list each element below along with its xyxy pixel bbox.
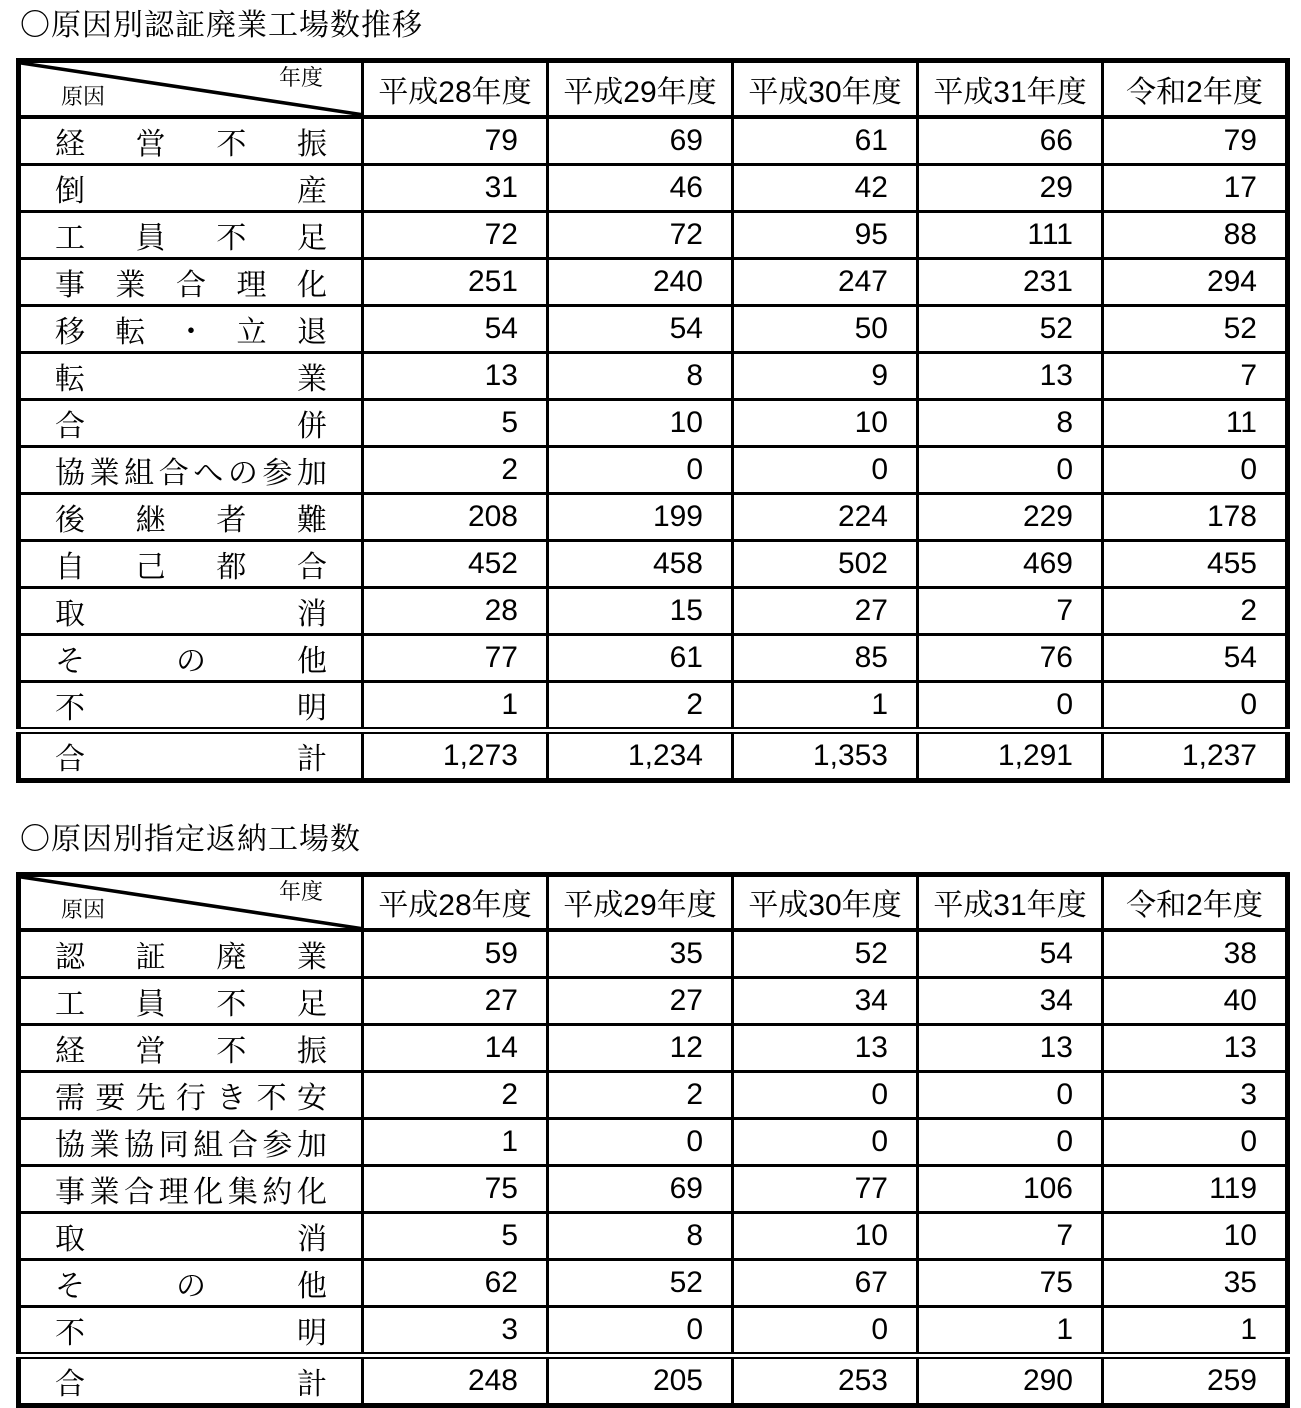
row-value: 452 bbox=[363, 540, 548, 587]
table-row bbox=[19, 1072, 1288, 1119]
table-row bbox=[19, 211, 1288, 258]
table-row bbox=[19, 399, 1288, 446]
corner-year-label: 年度 bbox=[279, 881, 323, 903]
table2-year-header: 平成29年度 bbox=[548, 874, 733, 930]
total-value: 1,237 bbox=[1103, 730, 1288, 780]
table2-year-header: 平成28年度 bbox=[363, 874, 548, 930]
row-cause-label: 移転・立退 bbox=[19, 305, 363, 352]
total-value: 1,234 bbox=[548, 730, 733, 780]
row-value: 0 bbox=[548, 446, 733, 493]
corner-cause-label: 原因 bbox=[61, 86, 105, 108]
table-row bbox=[19, 493, 1288, 540]
row-value: 0 bbox=[1103, 681, 1288, 730]
total-value: 290 bbox=[918, 1356, 1103, 1406]
row-value: 0 bbox=[733, 1307, 918, 1356]
row-value: 106 bbox=[918, 1166, 1103, 1213]
row-value: 8 bbox=[918, 399, 1103, 446]
row-cause-label: 不明 bbox=[19, 1307, 363, 1356]
row-value: 2 bbox=[1103, 587, 1288, 634]
row-value: 13 bbox=[733, 1025, 918, 1072]
row-value: 3 bbox=[363, 1307, 548, 1356]
total-value: 1,291 bbox=[918, 730, 1103, 780]
row-value: 231 bbox=[918, 258, 1103, 305]
row-value: 59 bbox=[363, 930, 548, 978]
row-cause-label: 後継者難 bbox=[19, 493, 363, 540]
total-value: 259 bbox=[1103, 1356, 1288, 1406]
table2-header-row bbox=[19, 874, 1288, 930]
table-row bbox=[19, 681, 1288, 730]
table-row bbox=[19, 352, 1288, 399]
row-value: 199 bbox=[548, 493, 733, 540]
row-value: 85 bbox=[733, 634, 918, 681]
table-row bbox=[19, 978, 1288, 1025]
table1-header bbox=[19, 61, 1288, 117]
row-value: 69 bbox=[548, 1166, 733, 1213]
table2-body bbox=[19, 930, 1288, 1356]
row-value: 15 bbox=[548, 587, 733, 634]
row-cause-label: 経営不振 bbox=[19, 1025, 363, 1072]
row-value: 13 bbox=[918, 1025, 1103, 1072]
table-row bbox=[19, 1025, 1288, 1072]
row-value: 61 bbox=[733, 117, 918, 165]
row-value: 75 bbox=[363, 1166, 548, 1213]
row-value: 77 bbox=[363, 634, 548, 681]
row-cause-label: 事業合理化集約化 bbox=[19, 1166, 363, 1213]
row-value: 502 bbox=[733, 540, 918, 587]
table-row bbox=[19, 305, 1288, 352]
row-cause-label: その他 bbox=[19, 634, 363, 681]
row-value: 7 bbox=[918, 587, 1103, 634]
row-cause-label: その他 bbox=[19, 1260, 363, 1307]
table1-title: 〇原因別認証廃業工場数推移 bbox=[20, 6, 1285, 46]
table-row bbox=[19, 117, 1288, 165]
row-cause-label: 協業組合への参加 bbox=[19, 446, 363, 493]
table2-footer bbox=[19, 1356, 1288, 1406]
row-value: 76 bbox=[918, 634, 1103, 681]
row-value: 2 bbox=[548, 681, 733, 730]
row-value: 10 bbox=[1103, 1213, 1288, 1260]
row-value: 67 bbox=[733, 1260, 918, 1307]
table2-total-row bbox=[19, 1356, 1288, 1406]
row-value: 52 bbox=[918, 305, 1103, 352]
row-cause-label: 工員不足 bbox=[19, 211, 363, 258]
row-value: 35 bbox=[1103, 1260, 1288, 1307]
row-cause-label: 認証廃業 bbox=[19, 930, 363, 978]
row-value: 224 bbox=[733, 493, 918, 540]
row-value: 0 bbox=[918, 681, 1103, 730]
table1-year-header: 平成31年度 bbox=[918, 61, 1103, 117]
table2-title: 〇原因別指定返納工場数 bbox=[20, 820, 1285, 860]
row-value: 54 bbox=[363, 305, 548, 352]
row-value: 14 bbox=[363, 1025, 548, 1072]
total-label: 合計 bbox=[19, 730, 363, 780]
row-value: 40 bbox=[1103, 978, 1288, 1025]
row-value: 3 bbox=[1103, 1072, 1288, 1119]
row-value: 75 bbox=[918, 1260, 1103, 1307]
total-value: 205 bbox=[548, 1356, 733, 1406]
table1-year-header: 令和2年度 bbox=[1103, 61, 1288, 117]
table-row bbox=[19, 164, 1288, 211]
row-value: 1 bbox=[918, 1307, 1103, 1356]
table-row bbox=[19, 1213, 1288, 1260]
row-value: 17 bbox=[1103, 164, 1288, 211]
row-value: 0 bbox=[733, 1119, 918, 1166]
row-value: 7 bbox=[918, 1213, 1103, 1260]
row-value: 0 bbox=[733, 1072, 918, 1119]
row-value: 1 bbox=[1103, 1307, 1288, 1356]
table-row bbox=[19, 540, 1288, 587]
table-row bbox=[19, 587, 1288, 634]
row-value: 11 bbox=[1103, 399, 1288, 446]
row-value: 1 bbox=[363, 681, 548, 730]
table1-certified-closure-by-cause bbox=[16, 58, 1290, 783]
row-value: 79 bbox=[363, 117, 548, 165]
row-value: 2 bbox=[363, 446, 548, 493]
row-cause-label: 転業 bbox=[19, 352, 363, 399]
corner-year-label: 年度 bbox=[279, 67, 323, 89]
row-value: 52 bbox=[548, 1260, 733, 1307]
table-row bbox=[19, 258, 1288, 305]
row-value: 10 bbox=[548, 399, 733, 446]
table-row bbox=[19, 930, 1288, 978]
row-value: 5 bbox=[363, 1213, 548, 1260]
table2-designation-return-by-cause bbox=[16, 872, 1290, 1408]
table2-corner-cell bbox=[19, 874, 363, 930]
table-row bbox=[19, 446, 1288, 493]
row-cause-label: 経営不振 bbox=[19, 117, 363, 165]
row-value: 29 bbox=[918, 164, 1103, 211]
row-cause-label: 不明 bbox=[19, 681, 363, 730]
row-cause-label: 合併 bbox=[19, 399, 363, 446]
row-value: 34 bbox=[918, 978, 1103, 1025]
row-value: 5 bbox=[363, 399, 548, 446]
row-value: 61 bbox=[548, 634, 733, 681]
corner-cause-label: 原因 bbox=[61, 899, 105, 921]
row-cause-label: 協業協同組合参加 bbox=[19, 1119, 363, 1166]
row-cause-label: 倒産 bbox=[19, 164, 363, 211]
row-value: 54 bbox=[1103, 634, 1288, 681]
row-value: 27 bbox=[733, 587, 918, 634]
row-value: 111 bbox=[918, 211, 1103, 258]
row-value: 88 bbox=[1103, 211, 1288, 258]
row-value: 50 bbox=[733, 305, 918, 352]
table1-body bbox=[19, 117, 1288, 731]
row-value: 0 bbox=[918, 1119, 1103, 1166]
row-value: 0 bbox=[733, 446, 918, 493]
row-value: 72 bbox=[363, 211, 548, 258]
row-value: 28 bbox=[363, 587, 548, 634]
row-value: 455 bbox=[1103, 540, 1288, 587]
row-value: 0 bbox=[918, 1072, 1103, 1119]
table-row bbox=[19, 1260, 1288, 1307]
table2-year-header: 平成31年度 bbox=[918, 874, 1103, 930]
row-value: 79 bbox=[1103, 117, 1288, 165]
row-value: 34 bbox=[733, 978, 918, 1025]
row-value: 1 bbox=[733, 681, 918, 730]
row-value: 27 bbox=[363, 978, 548, 1025]
row-value: 251 bbox=[363, 258, 548, 305]
row-value: 0 bbox=[548, 1119, 733, 1166]
total-value: 248 bbox=[363, 1356, 548, 1406]
row-value: 38 bbox=[1103, 930, 1288, 978]
row-value: 178 bbox=[1103, 493, 1288, 540]
row-value: 42 bbox=[733, 164, 918, 211]
row-value: 229 bbox=[918, 493, 1103, 540]
row-value: 2 bbox=[548, 1072, 733, 1119]
row-value: 1 bbox=[363, 1119, 548, 1166]
table-row bbox=[19, 1166, 1288, 1213]
row-value: 8 bbox=[548, 352, 733, 399]
table-row bbox=[19, 1307, 1288, 1356]
row-value: 0 bbox=[1103, 446, 1288, 493]
row-cause-label: 事業合理化 bbox=[19, 258, 363, 305]
table2-year-header: 平成30年度 bbox=[733, 874, 918, 930]
row-value: 69 bbox=[548, 117, 733, 165]
table1-header-row bbox=[19, 61, 1288, 117]
row-value: 208 bbox=[363, 493, 548, 540]
row-value: 77 bbox=[733, 1166, 918, 1213]
row-value: 13 bbox=[363, 352, 548, 399]
row-value: 458 bbox=[548, 540, 733, 587]
row-value: 52 bbox=[1103, 305, 1288, 352]
row-value: 2 bbox=[363, 1072, 548, 1119]
row-value: 9 bbox=[733, 352, 918, 399]
row-value: 54 bbox=[918, 930, 1103, 978]
total-value: 1,353 bbox=[733, 730, 918, 780]
row-cause-label: 取消 bbox=[19, 1213, 363, 1260]
row-value: 10 bbox=[733, 1213, 918, 1260]
row-value: 294 bbox=[1103, 258, 1288, 305]
row-value: 52 bbox=[733, 930, 918, 978]
table2-header bbox=[19, 874, 1288, 930]
total-value: 253 bbox=[733, 1356, 918, 1406]
table1-footer bbox=[19, 730, 1288, 780]
row-value: 72 bbox=[548, 211, 733, 258]
row-value: 0 bbox=[1103, 1119, 1288, 1166]
row-cause-label: 自己都合 bbox=[19, 540, 363, 587]
row-value: 54 bbox=[548, 305, 733, 352]
row-value: 31 bbox=[363, 164, 548, 211]
row-value: 46 bbox=[548, 164, 733, 211]
row-value: 247 bbox=[733, 258, 918, 305]
row-value: 7 bbox=[1103, 352, 1288, 399]
row-value: 469 bbox=[918, 540, 1103, 587]
row-value: 0 bbox=[548, 1307, 733, 1356]
row-value: 13 bbox=[918, 352, 1103, 399]
table1-year-header: 平成28年度 bbox=[363, 61, 548, 117]
row-cause-label: 工員不足 bbox=[19, 978, 363, 1025]
row-value: 119 bbox=[1103, 1166, 1288, 1213]
row-value: 10 bbox=[733, 399, 918, 446]
table1-year-header: 平成30年度 bbox=[733, 61, 918, 117]
row-cause-label: 需要先行き不安 bbox=[19, 1072, 363, 1119]
row-value: 95 bbox=[733, 211, 918, 258]
total-label: 合計 bbox=[19, 1356, 363, 1406]
row-cause-label: 取消 bbox=[19, 587, 363, 634]
row-value: 27 bbox=[548, 978, 733, 1025]
table1-corner-cell bbox=[19, 61, 363, 117]
row-value: 8 bbox=[548, 1213, 733, 1260]
row-value: 62 bbox=[363, 1260, 548, 1307]
table1-year-header: 平成29年度 bbox=[548, 61, 733, 117]
row-value: 240 bbox=[548, 258, 733, 305]
total-value: 1,273 bbox=[363, 730, 548, 780]
row-value: 12 bbox=[548, 1025, 733, 1072]
row-value: 66 bbox=[918, 117, 1103, 165]
row-value: 35 bbox=[548, 930, 733, 978]
table2-year-header: 令和2年度 bbox=[1103, 874, 1288, 930]
table1-total-row bbox=[19, 730, 1288, 780]
row-value: 0 bbox=[918, 446, 1103, 493]
table-row bbox=[19, 1119, 1288, 1166]
table-row bbox=[19, 634, 1288, 681]
row-value: 13 bbox=[1103, 1025, 1288, 1072]
